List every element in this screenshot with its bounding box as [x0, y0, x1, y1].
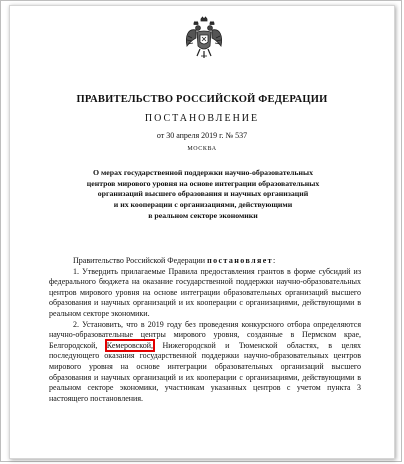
preamble-text: Правительство Российской Федерации — [73, 256, 208, 265]
russian-coat-of-arms-icon — [184, 16, 224, 60]
clause-2-text-after: Нижегородской и Тюменской областях, в целях последующего оказания государственной поддержки научно-образовательных центров мирового уровня на основе интеграции образовательных организаций высшего образования и научных организаций и их кооперации с организациями, действующими в реальном секторе экономики, участникам указанных центров с учетом пункта 3 настоящего постановления. — [49, 340, 361, 403]
subject-line: О мерах государственной поддержки научно-образовательных — [92, 168, 314, 177]
clause-2 — [49, 320, 361, 405]
document-city: МОСКВА — [187, 146, 217, 152]
government-title: ПРАВИТЕЛЬСТВО РОССИЙСКОЙ ФЕДЕРАЦИИ — [76, 94, 328, 105]
preamble-colon: : — [272, 256, 276, 265]
subject-line: центров мирового уровня на основе интеграции образовательных — [86, 178, 320, 188]
document-page — [9, 5, 395, 459]
subject-line: организаций высшего образования и научных организаций — [97, 189, 309, 199]
document-type: ПОСТАНОВЛЕНИЕ — [144, 113, 260, 124]
clause-1: 1. Утвердить прилагаемые Правила предоставления грантов в форме субсидий из федерального бюджета на оказание государственной поддержки научно-образовательных центров мирового уровня на основе интеграции образовательных организаций высшего образования и научных организаций и их кооперации с организациями, действующими в реальном секторе экономики. — [49, 266, 361, 318]
subject-line: в реальном секторе экономики — [148, 210, 258, 220]
preamble-decrees: постановляет — [207, 256, 273, 265]
document-body — [49, 256, 361, 404]
document-subject — [58, 168, 348, 222]
clause-2-text-before: 2. Установить, что в 2019 году без проведения конкурсного отбора определяются научно-образовательные центры мирового уровня, созданные в Пермском крае, Белгородской, — [49, 319, 361, 350]
document-date-number: от 30 апреля 2019 г. № 537 — [156, 131, 248, 140]
highlighted-region-name: Кемеровской, — [106, 340, 154, 350]
subject-line: и их кооперации с организациями, действующими — [113, 200, 293, 210]
preamble — [49, 256, 361, 267]
